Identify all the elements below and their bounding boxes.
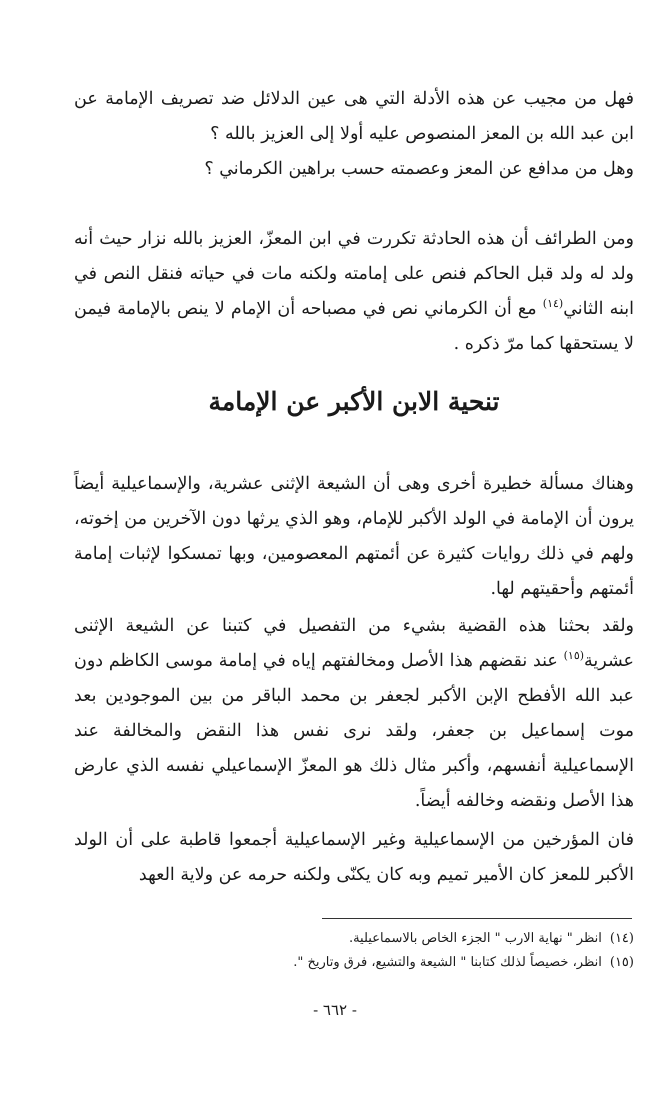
paragraph-text: ولقد بحثنا هذه القضية بشيء من التفصيل في كتبنا عن الشيعة الإثنى عشرية: [74, 616, 634, 671]
footnote-ref-14: (١٤): [542, 297, 564, 311]
footnote-number: (١٤): [609, 931, 634, 946]
paragraph-research: [74, 609, 634, 819]
paragraph-text: مع أن الكرماني نص في مصباحه أن الإمام لا ينص بالإمامة فيمن لا يستحقها كما مرّ ذكره .: [74, 299, 634, 354]
paragraph-historians: فان المؤرخين من الإسماعيلية وغير الإسماعيلية أجمعوا قاطبة على أن الولد الأكبر للمعز كان الأمير تميم وبه كان يكنّى ولكنه حرمه عن ولاية العهد: [74, 830, 634, 885]
section-heading: تنحية الابن الأكبر عن الإمامة: [208, 387, 500, 416]
footnote-divider: [322, 918, 632, 919]
paragraph-question-imamate: فهل من مجيب عن هذه الأدلة التي هى عين الدلائل ضد تصريف الإمامة عن ابن عبد الله بن المعز المنصوص عليه أولا إلى العزيز بالله ؟: [74, 89, 634, 144]
page-number: - ٦٦٢ -: [313, 1001, 357, 1019]
footnote-text: انظر " نهاية الارب " الجزء الخاص بالاسماعيلية.: [348, 931, 602, 946]
paragraph-eldest-son: وهناك مسألة خطيرة أخرى وهى أن الشيعة الإثنى عشرية، والإسماعيلية أيضاً يرون أن الإمامة في الولد الأكبر للإمام، وهو الذي يرثها دون الآخرين من إخوته، ولهم في ذلك روايات كثيرة عن أئمتهم المعصومين، وبها تمسكوا لإثبات إمامة أئمتهم وأحقيتهم لها.: [74, 474, 634, 599]
footnote-14: [74, 927, 634, 951]
footnote-number: (١٥): [609, 955, 634, 970]
footnotes: [74, 927, 634, 975]
footnote-15: [74, 951, 634, 975]
paragraph-text: عند نقضهم هذا الأصل ومخالفتهم إياه في إمامة موسى الكاظم دون عبد الله الأفطح الإبن الأكبر لجعفر بن محمد الباقر من بين الموجودين بعد موت إسماعيل بن جعفر، ولقد نرى نفس هذا النقض والمخالفة عند الإسماعيلية أنفسهم، وأكبر مثال ذلك هو المعزّ الإسماعيلي نفسه الذي عارض هذا الأصل ونقضه وخالفه أيضاً.: [74, 651, 634, 811]
paragraph-aziz-nizar: [74, 222, 634, 362]
footnote-ref-15: (١٥): [563, 649, 585, 663]
footnote-text: انظر، خصيصاً لذلك كتابنا " الشيعة والتشيع، فرق وتاريخ ".: [293, 955, 602, 970]
paragraph-question-muizz: وهل من مدافع عن المعز وعصمته حسب براهين الكرماني ؟: [204, 159, 634, 179]
paragraph-text: ومن الطرائف أن هذه الحادثة تكررت في ابن المعزّ، العزيز بالله نزار حيث أنه ولد له ولد قبل الحاكم فنص على إمامته ولكنه مات في حياته فنقل النص في ابنه الثاني: [74, 229, 634, 319]
